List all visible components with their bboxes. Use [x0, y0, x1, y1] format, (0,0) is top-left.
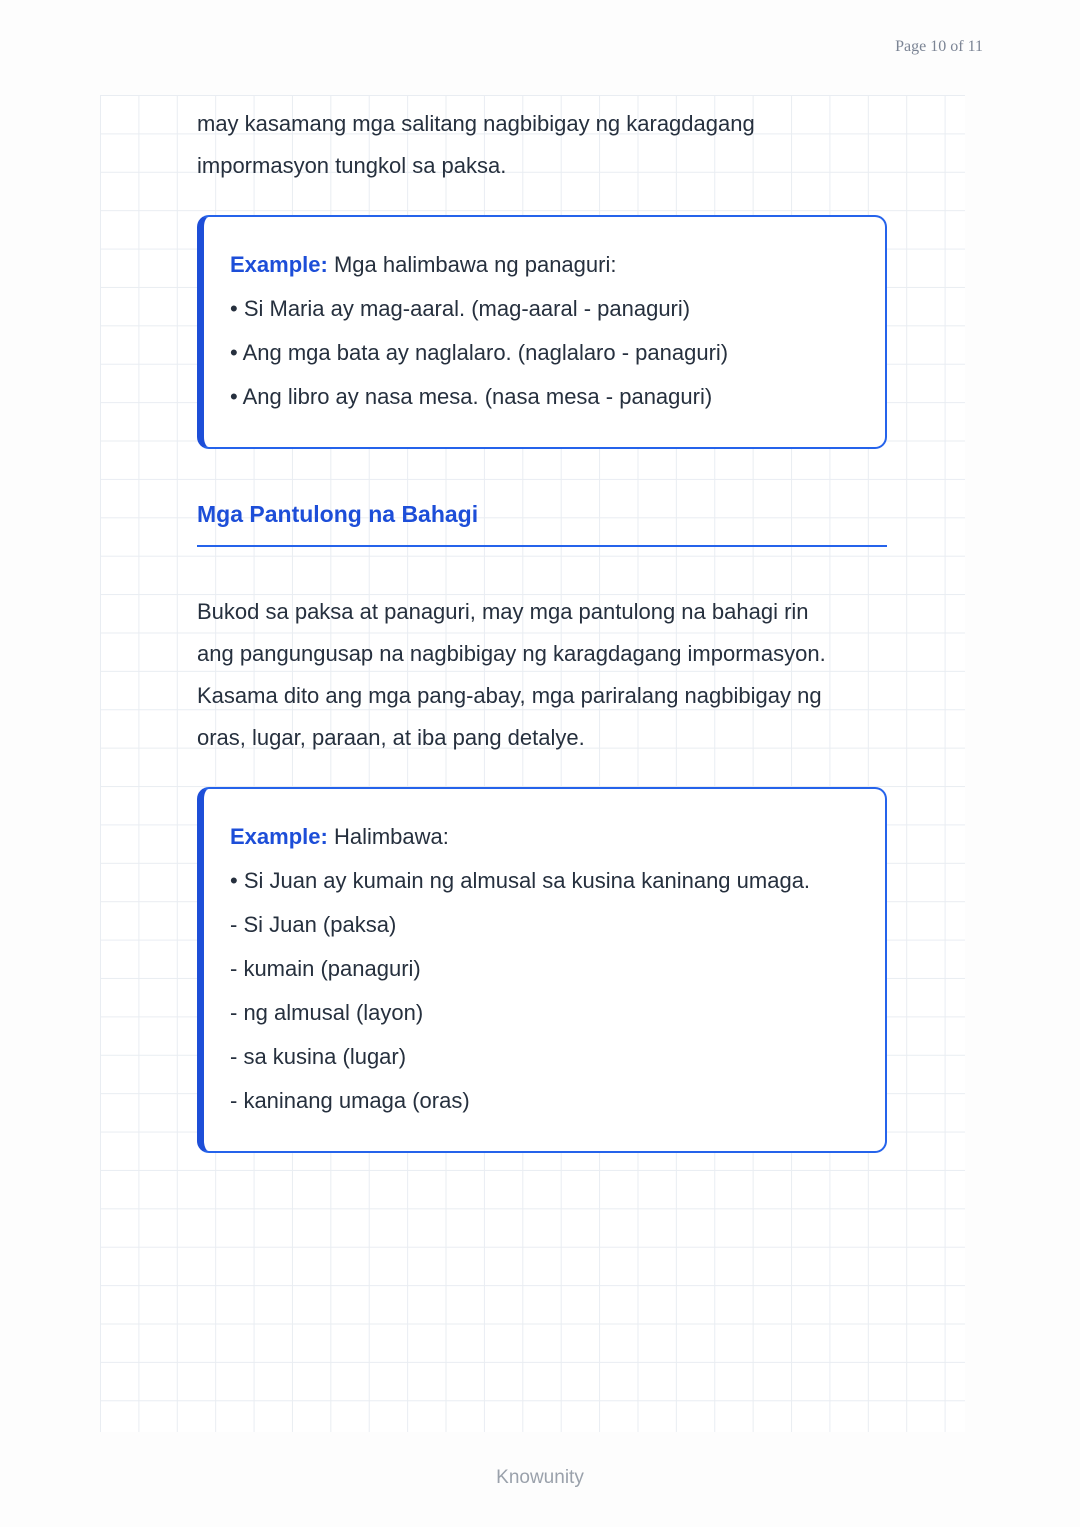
page-indicator: Page 10 of 11	[895, 38, 983, 55]
grid-paper-sheet	[100, 95, 965, 1432]
example-item: • Ang mga bata ay naglalaro. (naglalaro - panaguri)	[230, 340, 729, 365]
footer-brand: Knowunity	[496, 1467, 584, 1488]
example-box-header	[230, 243, 857, 287]
example-item: - kumain (panaguri)	[230, 956, 421, 981]
example-label: Example:	[230, 824, 328, 849]
example-item: • Si Juan ay kumain ng almusal sa kusina kaninang umaga.	[230, 868, 811, 893]
example-item: - ng almusal (layon)	[230, 1000, 424, 1025]
example-item: • Si Maria ay mag-aaral. (mag-aaral - panaguri)	[230, 296, 691, 321]
example-box-halimbawa	[197, 787, 887, 1153]
example-list	[230, 859, 857, 1123]
example-item: - Si Juan (paksa)	[230, 912, 397, 937]
section-heading: Mga Pantulong na Bahagi	[197, 501, 479, 527]
example-intro: Halimbawa:	[333, 824, 449, 849]
example-item: • Ang libro ay nasa mesa. (nasa mesa - panaguri)	[230, 384, 713, 409]
intro-paragraph: may kasamang mga salitang nagbibigay ng karagdagang impormasyon tungkol sa paksa.	[197, 111, 755, 178]
example-list	[230, 287, 857, 419]
example-intro: Mga halimbawa ng panaguri:	[333, 252, 617, 277]
document-content	[197, 103, 889, 1153]
example-box-panaguri	[197, 215, 887, 449]
section-paragraph: Bukod sa paksa at panaguri, may mga pantulong na bahagi rin ang pangungusap na nagbibigay ng karagdagang impormasyon. Kasama dito ang mga pang-abay, mga pariralang nagbibigay ng oras, lugar, paraan, at iba pang detalye.	[197, 599, 826, 750]
example-item: - sa kusina (lugar)	[230, 1044, 407, 1069]
example-item: - kaninang umaga (oras)	[230, 1088, 470, 1113]
example-label: Example:	[230, 252, 328, 277]
example-box-header	[230, 815, 857, 859]
heading-divider	[197, 545, 887, 547]
